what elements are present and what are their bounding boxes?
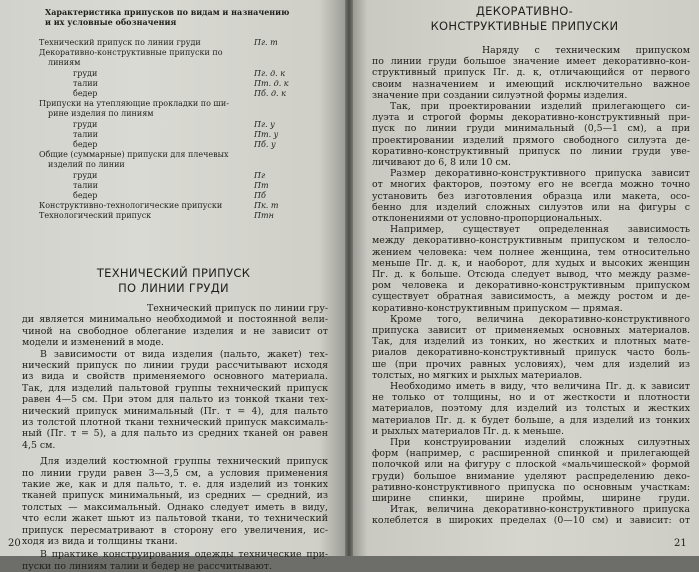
body-text-line: установить без изготовления образца или макета, осо- [372, 190, 690, 202]
body-text-line: ше (при прочих равных условиях), чем для изделий из [372, 358, 690, 370]
body-text-line: от многих факторов, поэтому его не всегда можно точно [372, 179, 690, 191]
body-text-line: припуска зависит от применяемых основных материалов. [372, 325, 690, 336]
table-row-symbol: Пг. д. к [254, 68, 286, 78]
table-heading-line: и их условные обозначения [45, 17, 177, 27]
body-text-line: При конструировании изделий сложных силуэтных [390, 437, 690, 448]
body-text-line: отклонениями от условно-пропорциональных. [372, 213, 603, 224]
body-text-line: Наряду с техническим припуском [482, 45, 690, 56]
table-row-label: Общие (суммарные) припуски для плечевых [39, 150, 229, 160]
body-text-line: жением человека: чем полнее женщина, тем относительно [372, 246, 690, 258]
body-text-line: структивный припуск Пг. д. к, отличающийся от первого [372, 67, 690, 79]
body-text-line: и рыхлых материалов Пг. д. к меньше. [372, 425, 565, 437]
body-text-line: Итак, величина декоративно-конструктивного припуска [390, 504, 690, 516]
table-row-label: рине изделия по линиям [48, 109, 154, 119]
body-text-line: коративно-конструктивным припуском — прямая. [372, 302, 623, 314]
body-text-line: своим назначением и имеющий исключительно важное [372, 78, 690, 90]
table-row-label: бедер [73, 140, 98, 149]
body-text-line: значение при создании силуэтной формы изделия. [372, 89, 628, 101]
table-row-label: талии [73, 78, 98, 88]
table-row-label: груди [73, 170, 98, 180]
body-text-line: колеблется в широких пределах (0—10 см) и зависит: от [372, 515, 690, 527]
body-text-line: равен 4—5 см. При этом для пальто из тонкой ткани тех- [22, 394, 328, 406]
body-text-line: пуски по линиям талии и бедер не рассчитывают. [22, 560, 272, 572]
table-row-label: бедер [73, 89, 98, 98]
body-text-line: тканей припуск минимальный, из средних — средний, из [22, 490, 328, 502]
table-row-label: Конструктивно-технологические припуски [39, 201, 223, 211]
table-row-symbol: Пб. д. к [254, 89, 286, 98]
table-row-symbol: Пт. д. к [254, 78, 289, 88]
body-text-line: ширине спинки, ширине проймы, ширине груди. [372, 493, 690, 504]
body-text-line: существует обратная зависимость, а между ростом и де- [372, 291, 690, 303]
table-row-symbol: Пт. у [254, 129, 279, 139]
body-text-line: риалов декоративно-конструктивный припуск часто боль- [372, 347, 690, 359]
body-text-line: нический припуск по линии груди рассчитывают исходя [22, 360, 328, 371]
body-text-line: из толстой плотной ткани технический припуск максималь- [22, 417, 328, 428]
table-row-symbol: Птн [254, 211, 274, 221]
body-text-line: по линии груди равен 3—3,5 см, а условия применения [22, 467, 328, 479]
table-row-label: бедер [73, 191, 98, 200]
body-text-line: материалов Пг. д. к будет больше, а для изделий из тонких [372, 414, 690, 426]
body-text-line: по линии груди большое значение имеет декоративно-кон- [372, 56, 690, 68]
table-row-label: Технический припуск по линии груди [39, 38, 201, 47]
body-text-line: ди является минимально необходимой и постоянной вели- [22, 314, 328, 326]
body-text-line: В практике конструирования одежды технические при- [40, 549, 328, 561]
body-text-line: 4,5 см. [22, 439, 56, 451]
table-row-label: талии [73, 180, 98, 190]
body-text-line: Например, существует определенная зависимость [390, 224, 690, 236]
body-text-line: модели и изменений в моде. [22, 337, 164, 349]
page-number: 21 [674, 538, 687, 549]
body-text-line: припуск пересматривают в сторону его увеличения, ис- [22, 524, 328, 536]
table-heading-line: Характеристика припусков по видам и назначению [45, 7, 290, 17]
body-text-line: что если жакет шьют из пальтовой ткани, то технический [22, 513, 328, 525]
body-text-line: меньше Пг. д. к, и наоборот, для худых и высоких женщин [372, 257, 690, 269]
body-text-line: толстых — максимальный. Однако следует иметь в виду, [22, 501, 328, 513]
section-title: ТЕХНИЧЕСКИЙ ПРИПУСК [96, 266, 251, 280]
section-title: ПО ЛИНИИ ГРУДИ [118, 281, 229, 295]
table-row-label: Припуски на утепляющие прокладки по ши- [39, 99, 229, 109]
body-text-line: В зависимости от вида изделия (пальто, жакет) тех- [40, 348, 328, 360]
body-text-line: форм (например, с расширенной спинкой и прилегающей [372, 448, 690, 460]
body-text-line: коративно-конструктивный припуск по линии груди уве- [372, 145, 690, 157]
table-row-symbol: Пг. у [254, 119, 275, 129]
table-row-label: линиям [48, 58, 81, 68]
body-text-line: Размер декоративно-конструктивного припуска зависит [390, 168, 690, 180]
body-text-line: полочкой или на фигуру с плоской «мальчишеской» формой [372, 459, 690, 471]
table-row-label: груди [73, 119, 98, 129]
body-text-line: ный (Пг. т = 5), а для пальто из средних тканей он равен [22, 428, 328, 440]
body-text-line: Технический припуск по линии гру- [147, 303, 328, 314]
table-row-label: Технологический припуск [39, 211, 152, 221]
body-text-line: ративно-конструктивного припуска по основным участкам: [372, 481, 690, 493]
body-text-line: материалов, поэтому для изделий из толстых и жестких [372, 403, 690, 415]
body-text-line: не только от толщины, но и от жесткости и плотности [372, 392, 690, 404]
table-row-label: изделий по линии [48, 160, 125, 170]
body-text-line: толстых, но мягких и рыхлых материалов. [372, 369, 583, 381]
body-text-line: Так, при проектировании изделий прилегающего си- [390, 101, 690, 112]
body-text-line: Необходимо иметь в виду, что величина Пг. д. к зависит [390, 381, 690, 392]
right-page [350, 0, 699, 556]
body-text-line: ходя из вида и толщины ткани. [22, 536, 178, 547]
body-text-line: чиной на свободное облегание изделия и не зависит от [22, 325, 328, 337]
table-row-symbol: Пт [254, 180, 269, 190]
body-text-line: нический припуск минимальный (Пг. т = 4), для пальто [22, 405, 328, 417]
body-text-line: Так, для изделий пальтовой группы технический припуск [22, 382, 328, 394]
section-title: ДЕКОРАТИВНО- [475, 4, 574, 18]
body-text-line: ром человека и декоративно-конструктивным припуском [372, 280, 690, 292]
body-text-line: из вида и свойств применяемого основного материала. [22, 371, 328, 383]
body-text-line: Для изделий костюмной группы технический припуск [40, 456, 328, 468]
body-text-line: такие же, как и для пальто, т. е. для изделий из тонких [22, 479, 328, 490]
body-text-line: луэта и строгой формы декоративно-конструктивный при- [372, 112, 690, 124]
body-text-line: бенно для изделий сложных силуэтов или на фигуры с [372, 201, 690, 213]
table-row-symbol: Пг. т [254, 38, 278, 47]
body-text-line: личивают до 6, 8 или 10 см. [372, 157, 511, 168]
section-title: КОНСТРУКТИВНЫЕ ПРИПУСКИ [430, 19, 619, 33]
body-text-line: проектировании изделий прямого свободного силуэта де- [372, 134, 690, 146]
body-text-line: Так, для изделий из тонких, но жестких и плотных мате- [372, 336, 690, 348]
table-row-symbol: Пб. у [254, 140, 276, 149]
book-gutter [345, 0, 353, 556]
body-text-line: Пг. д. к больше. Отсюда следует вывод, что между разме- [372, 269, 690, 280]
left-page [0, 0, 347, 572]
table-row-symbol: Пг [254, 170, 266, 180]
body-text-line: Кроме того, величина декоративно-конструктивного [390, 313, 690, 325]
page-number: 20 [8, 538, 21, 549]
body-text-line: пуск по линии груди минимальный (0,5—1 см), а при [372, 123, 690, 135]
table-row-label: груди [73, 68, 98, 78]
body-text-line: между декоративно-конструктивным припуском и телосло- [372, 235, 690, 247]
table-row-label: талии [73, 129, 98, 139]
body-text-line: груди) большое внимание уделяют распределению деко- [372, 470, 690, 482]
table-row-symbol: Пк. т [254, 201, 279, 211]
table-row-label: Декоративно-конструктивные припуски по [39, 48, 223, 58]
table-row-symbol: Пб [254, 191, 266, 200]
